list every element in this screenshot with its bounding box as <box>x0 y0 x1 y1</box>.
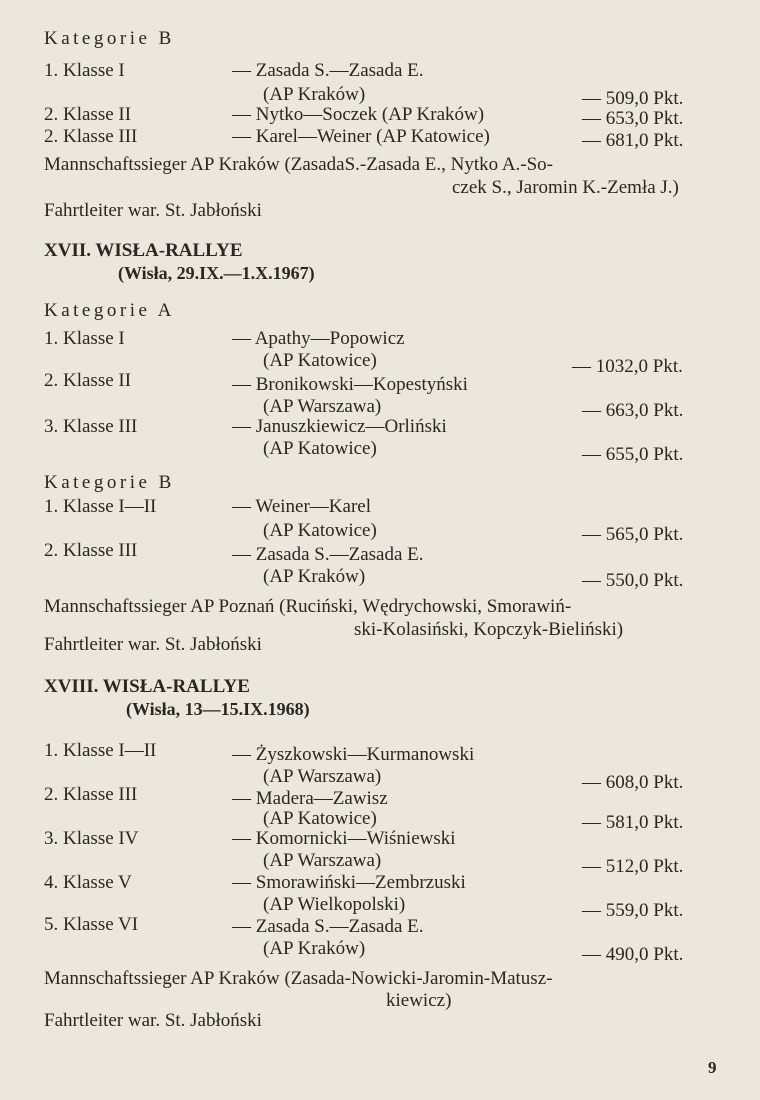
text-line: 3. Klasse III <box>44 416 138 437</box>
text-line: — 581,0 Pkt. <box>582 812 684 833</box>
text-line: (AP Kraków) <box>263 566 366 587</box>
text-line: — 681,0 Pkt. <box>582 130 684 151</box>
text-line: — Bronikowski—Kopestyński <box>232 374 468 395</box>
text-line: 1. Klasse I—II <box>44 496 157 517</box>
text-line: (AP Warszawa) <box>263 766 382 787</box>
text-line: 1. Klasse I—II <box>44 740 157 761</box>
text-line: — 663,0 Pkt. <box>582 400 684 421</box>
text-line: (AP Warszawa) <box>263 850 382 871</box>
text-line: kiewicz) <box>386 990 452 1011</box>
text-line: Fahrtleiter war. St. Jabłoński <box>44 1010 262 1031</box>
text-line: — 608,0 Pkt. <box>582 772 684 793</box>
text-line: Mannschaftssieger AP Kraków (ZasadaS.-Zasada E., Nytko A.-So- <box>44 154 554 175</box>
text-line: (AP Katowice) <box>263 438 377 459</box>
text-line: ski-Kolasiński, Kopczyk-Bieliński) <box>354 619 624 640</box>
text-line: — Zasada S.—Zasada E. <box>232 544 424 565</box>
text-line: (AP Warszawa) <box>263 396 382 417</box>
text-line: (AP Kraków) <box>263 84 366 105</box>
text-line: XVII. WISŁA-RALLYE <box>44 240 243 261</box>
text-line: Mannschaftssieger AP Poznań (Ruciński, Wędrychowski, Smorawiń- <box>44 596 572 617</box>
text-line: 2. Klasse III <box>44 540 138 561</box>
text-line: — 509,0 Pkt. <box>582 88 684 109</box>
text-line: — 565,0 Pkt. <box>582 524 684 545</box>
text-line: — 655,0 Pkt. <box>582 444 684 465</box>
text-line: 2. Klasse III <box>44 126 138 147</box>
text-line: — Karel—Weiner (AP Katowice) <box>232 126 490 147</box>
page-number: 9 <box>708 1058 717 1077</box>
text-line: — Apathy—Popowicz <box>232 328 405 349</box>
text-line: — Madera—Zawisz <box>232 788 388 809</box>
text-line: 2. Klasse II <box>44 104 132 125</box>
text-line: 2. Klasse II <box>44 370 132 391</box>
text-line: 1. Klasse I <box>44 60 125 81</box>
text-line: — Żyszkowski—Kurmanowski <box>232 744 475 765</box>
text-line: (AP Kraków) <box>263 938 366 959</box>
text-line: XVIII. WISŁA-RALLYE <box>44 676 250 697</box>
text-line: (AP Katowice) <box>263 350 377 371</box>
text-line: (AP Katowice) <box>263 808 377 829</box>
text-line: 1. Klasse I <box>44 328 125 349</box>
text-line: (Wisła, 29.IX.—1.X.1967) <box>118 263 315 283</box>
text-line: 5. Klasse VI <box>44 914 139 935</box>
text-line: — 512,0 Pkt. <box>582 856 684 877</box>
text-line: — 550,0 Pkt. <box>582 570 684 591</box>
text-line: — Zasada S.—Zasada E. <box>232 60 424 81</box>
text-line: — 490,0 Pkt. <box>582 944 684 965</box>
text-line: — Komornicki—Wiśniewski <box>232 828 456 849</box>
text-line: 4. Klasse V <box>44 872 132 893</box>
text-line: Fahrtleiter war. St. Jabłoński <box>44 634 262 655</box>
text-line: Kategorie A <box>44 300 175 321</box>
text-line: — 559,0 Pkt. <box>582 900 684 921</box>
text-line: — Smorawiński—Zembrzuski <box>232 872 466 893</box>
text-line: — Weiner—Karel <box>232 496 371 517</box>
text-line: — 1032,0 Pkt. <box>572 356 683 377</box>
text-line: (Wisła, 13—15.IX.1968) <box>126 699 310 719</box>
text-line: Fahrtleiter war. St. Jabłoński <box>44 200 262 221</box>
text-line: — Januszkiewicz—Orliński <box>232 416 447 437</box>
text-line: czek S., Jaromin K.-Zemła J.) <box>452 177 679 198</box>
text-line: Kategorie B <box>44 28 175 49</box>
text-line: — Zasada S.—Zasada E. <box>232 916 424 937</box>
text-line: Kategorie B <box>44 472 175 493</box>
text-line: (AP Katowice) <box>263 520 377 541</box>
text-line: 2. Klasse III <box>44 784 138 805</box>
text-line: Mannschaftssieger AP Kraków (Zasada-Nowicki-Jaromin-Matusz- <box>44 968 553 989</box>
text-line: — 653,0 Pkt. <box>582 108 684 129</box>
text-line: 3. Klasse IV <box>44 828 139 849</box>
text-line: (AP Wielkopolski) <box>263 894 406 915</box>
text-line: — Nytko—Soczek (AP Kraków) <box>232 104 485 125</box>
